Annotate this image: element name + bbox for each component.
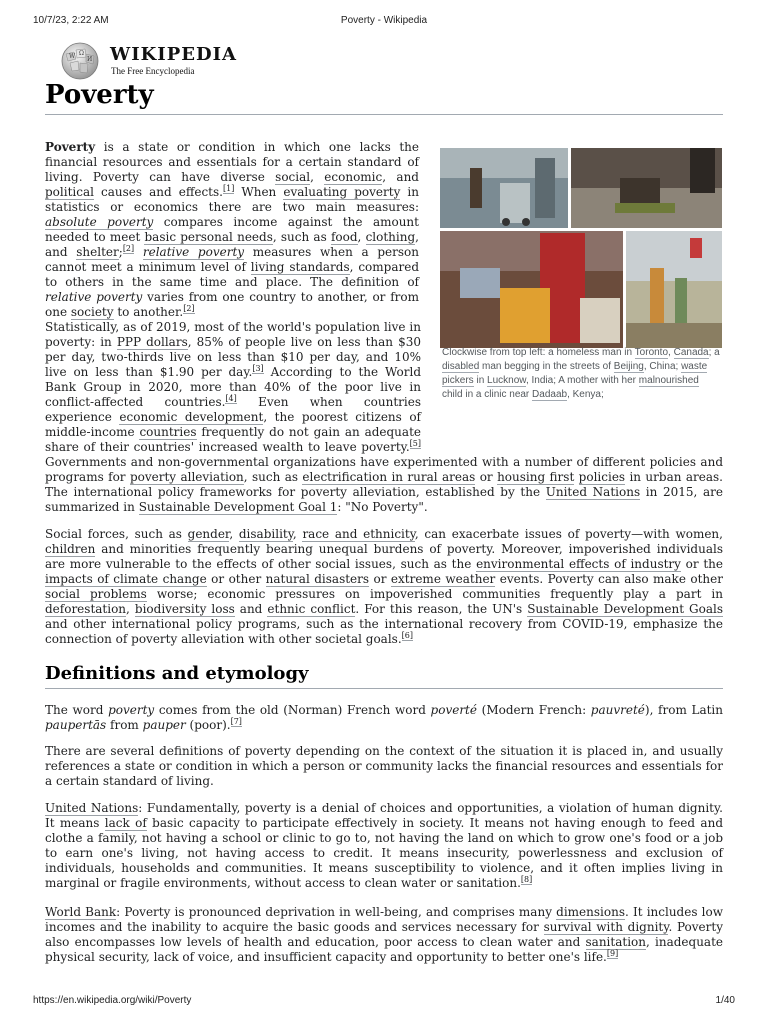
link-united-nations-def[interactable]: United Nations	[45, 801, 139, 815]
link-children[interactable]: children	[45, 542, 96, 556]
photo-disabled-man-beijing[interactable]	[571, 148, 722, 228]
link-shelter[interactable]: shelter	[76, 245, 119, 259]
text: The word	[45, 703, 109, 717]
link-canada[interactable]: Canada	[673, 347, 709, 358]
text: . It includes low incomes and the inability to acquire the basic goods and services necessary for	[45, 905, 723, 934]
text: and other international policy programs, such as the international recovery from COVID-19, emphasize the connection of poverty alleviation with other societal goals.	[45, 617, 723, 646]
text: , and	[45, 230, 419, 259]
bold-term: Poverty	[45, 140, 96, 154]
link-race-and-ethnicity[interactable]: race and ethnicity	[302, 527, 415, 541]
wikipedia-globe-icon	[60, 42, 100, 80]
text: ,	[229, 527, 239, 541]
text: or other	[206, 572, 266, 586]
italic-term: poverté	[430, 703, 477, 717]
citation-8[interactable]: [8]	[520, 875, 533, 884]
link-dimensions[interactable]: dimensions	[556, 905, 625, 919]
citation-7[interactable]: [7]	[230, 717, 242, 726]
link-electrification-rural[interactable]: electrification in rural areas	[302, 470, 476, 484]
link-world-bank[interactable]: World Bank	[45, 905, 117, 919]
text: , compared to others in the same time and place. The definition of	[45, 260, 420, 289]
link-gender[interactable]: gender	[187, 527, 230, 541]
text: . Poverty also encompasses low levels of health and education, poor access to clean water and	[45, 920, 723, 949]
text: or	[369, 572, 391, 586]
italic-term: poverty	[108, 703, 155, 717]
text: in urban areas. The international policy frameworks for poverty alleviation, established by the	[45, 470, 723, 499]
link-ethnic-conflict[interactable]: ethnic conflict	[267, 602, 356, 616]
text: : "No Poverty".	[337, 500, 428, 514]
link-basic-personal-needs[interactable]: basic personal needs	[144, 230, 273, 244]
text: varies from one country to another, or from one	[45, 290, 420, 319]
intro-paragraph-1	[45, 140, 419, 320]
citation-2[interactable]: [2]	[122, 244, 135, 253]
text: in statistics or economics there are two main measures:	[45, 185, 419, 214]
link-sustainable-development-goals[interactable]: Sustainable Development Goals	[527, 602, 723, 616]
link-united-nations[interactable]: United Nations	[545, 485, 641, 499]
svg-text:И: И	[87, 56, 93, 63]
svg-text:W: W	[69, 53, 76, 60]
text: , such as	[243, 470, 303, 484]
text: from	[106, 718, 143, 732]
text: : Fundamentally, poverty is a denial of choices and opportunities, a violation of human dignity. It means	[45, 801, 723, 830]
text: is a state or condition in which one lacks the financial resources and essentials for a certain standard of living. Poverty can have diverse	[45, 140, 419, 184]
link-housing-first[interactable]: housing first	[497, 470, 575, 484]
text	[134, 245, 143, 259]
text: According to the World Bank Group in 2020, more than 40% of the poor live in conflict-affected countries.	[45, 365, 421, 409]
link-sanitation[interactable]: sanitation	[585, 935, 646, 949]
link-waste-pickers[interactable]: waste pickers	[442, 361, 708, 386]
link-disabled[interactable]: disabled	[442, 361, 480, 372]
link-environmental-effects[interactable]: environmental effects of industry	[476, 557, 681, 571]
print-page-title: Poverty - Wikipedia	[340, 15, 428, 26]
citation-6[interactable]: [6]	[401, 631, 413, 640]
text: Statistically, as of 2019, most of the world's population live in poverty: in	[45, 320, 421, 349]
text: ,	[357, 230, 366, 244]
section-heading-definitions: Definitions and etymology	[45, 662, 723, 689]
link-malnourished[interactable]: malnourished	[638, 375, 699, 386]
text: ,	[126, 602, 135, 616]
text: basic capacity to participate effectively in society. It means not having enough to feed and clothe a family, not having a school or clinic to go to, not having the land on which to grow one's food or a job to earn one's living, not having access to credit. It means insecurity, powerlessness and exclusion of individuals, households and communities. It means susceptibility to violence, and it often implies living in marginal or fragile environments, without access to clean water or sanitation.	[45, 816, 723, 890]
link-absolute-poverty[interactable]: absolute poverty	[45, 215, 154, 229]
poverty-photo-collage[interactable]	[440, 148, 722, 348]
wikipedia-tagline: The Free Encyclopedia	[111, 66, 195, 76]
text: Even when countries experience	[45, 395, 421, 424]
link-social-problems[interactable]: social problems	[45, 587, 147, 601]
text: ,	[668, 347, 674, 358]
link-economic-development[interactable]: economic development	[119, 410, 264, 424]
text: , inadequate physical security, lack of voice, and insufficient capacity and opportunity to better one's life.	[45, 935, 723, 964]
link-toronto[interactable]: Toronto	[634, 347, 669, 358]
text: ,	[292, 527, 303, 541]
citation-4[interactable]: [4]	[225, 394, 237, 403]
text: events. Poverty can also make other	[495, 572, 723, 586]
link-economic[interactable]: economic	[324, 170, 383, 184]
text: . For this reason, the UN's	[355, 602, 528, 616]
link-climate-change[interactable]: impacts of climate change	[45, 572, 207, 586]
text: , 85% of people live on less than $30 per day, two-thirds live on less than $10 per day, and 10% live on less than $1.90 per day.	[45, 335, 421, 379]
link-evaluating-poverty[interactable]: evaluating poverty	[283, 185, 401, 199]
text: ), from Latin	[644, 703, 723, 717]
text: in	[473, 375, 488, 386]
link-dadaab[interactable]: Dadaab	[532, 389, 568, 400]
link-survival-with-dignity[interactable]: survival with dignity	[543, 920, 669, 934]
citation-3[interactable]: [3]	[252, 364, 264, 373]
link-social[interactable]: social	[275, 170, 311, 184]
photo-homeless-man-toronto[interactable]	[440, 148, 568, 228]
text: Social forces, such as	[45, 527, 188, 541]
text: or	[475, 470, 498, 484]
link-living-standards[interactable]: living standards	[250, 260, 350, 274]
intro-paragraph-2	[45, 320, 723, 515]
link-natural-disasters[interactable]: natural disasters	[265, 572, 370, 586]
link-disability[interactable]: disability	[238, 527, 293, 541]
text: , and	[382, 170, 419, 184]
text: (poor).	[185, 718, 231, 732]
text: ; a	[708, 347, 720, 358]
text: causes and effects.	[93, 185, 223, 199]
citation-1[interactable]: [1]	[222, 184, 235, 193]
text: compares income against the amount needed to meet	[45, 215, 419, 244]
italic-term: relative poverty	[45, 290, 143, 304]
citation-2b[interactable]: [2]	[183, 304, 195, 313]
text: , the poorest citizens of middle-income	[45, 410, 421, 439]
print-datetime: 10/7/23, 2:22 AM	[33, 15, 109, 26]
text: ,	[310, 170, 325, 184]
text: or the	[680, 557, 724, 571]
print-url: https://en.wikipedia.org/wiki/Poverty	[33, 995, 192, 1006]
wikipedia-logo[interactable]	[60, 42, 237, 82]
text: comes from the old (Norman) French word	[154, 703, 431, 717]
link-society[interactable]: society	[70, 305, 114, 319]
text: , can exacerbate issues of poverty—with women,	[414, 527, 723, 541]
text: child in a clinic near	[442, 389, 533, 400]
text: (Modern French:	[476, 703, 591, 717]
text	[574, 470, 578, 484]
link-biodiversity-loss[interactable]: biodiversity loss	[134, 602, 235, 616]
text: Governments and non-governmental organizations have experimented with a number of different policies and programs for	[45, 455, 723, 484]
link-relative-poverty[interactable]: relative poverty	[142, 245, 245, 259]
text: in 2015, are summarized in	[45, 485, 723, 514]
link-policies[interactable]: policies	[578, 470, 626, 484]
link-deforestation[interactable]: deforestation	[45, 602, 127, 616]
citation-9[interactable]: [9]	[606, 949, 619, 958]
text: and	[234, 602, 268, 616]
link-food[interactable]: food	[330, 230, 358, 244]
text: man begging in the streets of	[479, 361, 614, 372]
link-ppp-dollars[interactable]: PPP dollars	[116, 335, 188, 349]
svg-text:Ω: Ω	[79, 50, 84, 57]
etymology-paragraph	[45, 703, 723, 733]
link-lack-of[interactable]: lack of	[104, 816, 147, 830]
text: worse; economic pressures on impoverished communities frequently play a part in	[146, 587, 723, 601]
text: Clockwise from top left: a homeless man in	[442, 347, 635, 358]
text: , India; A mother with her	[525, 375, 639, 386]
definitions-paragraph: There are several definitions of poverty depending on the context of the situation it is placed in, and usually references a state or condition in which a person or community lacks the financial resources and essentials for a certain standard of living.	[45, 744, 723, 788]
image-float-spacer	[421, 320, 723, 448]
text: , such as	[272, 230, 331, 244]
italic-term: pauvreté	[590, 703, 645, 717]
link-political[interactable]: political	[45, 185, 94, 199]
text: and minorities frequently bearing unequal burdens of poverty. Moreover, impoverished individuals are more vulnerable to the effects of other social issues, such as the	[45, 542, 723, 571]
link-beijing[interactable]: Beijing	[613, 361, 644, 372]
link-clothing[interactable]: clothing	[365, 230, 416, 244]
link-lucknow[interactable]: Lucknow	[487, 375, 526, 386]
link-poverty-alleviation[interactable]: poverty alleviation	[129, 470, 244, 484]
link-sdg-1[interactable]: Sustainable Development Goal 1	[138, 500, 338, 514]
text: to another.	[113, 305, 184, 319]
text: , Kenya;	[567, 389, 604, 400]
text: , China;	[643, 361, 682, 372]
print-page-number: 1/40	[715, 995, 735, 1006]
world-bank-definition-paragraph	[45, 905, 723, 965]
link-extreme-weather[interactable]: extreme weather	[390, 572, 496, 586]
citation-5[interactable]: [5]	[409, 439, 421, 448]
text: : Poverty is pronounced deprivation in well-being, and comprises many	[116, 905, 557, 919]
text: measures when a person cannot meet a minimum level of	[45, 245, 419, 274]
page-title: Poverty	[45, 78, 723, 115]
link-countries[interactable]: countries	[139, 425, 197, 439]
intro-paragraph-3	[45, 527, 723, 647]
text: frequently do not gain an adequate share of their countries' increased wealth to leave poverty.	[45, 425, 421, 454]
wikipedia-wordmark: WIKIPEDIA	[110, 44, 237, 65]
un-definition-paragraph	[45, 801, 723, 891]
italic-term: paupertās	[45, 718, 107, 732]
text: When	[234, 185, 284, 199]
italic-term: pauper	[142, 718, 186, 732]
text: ;	[118, 245, 123, 259]
